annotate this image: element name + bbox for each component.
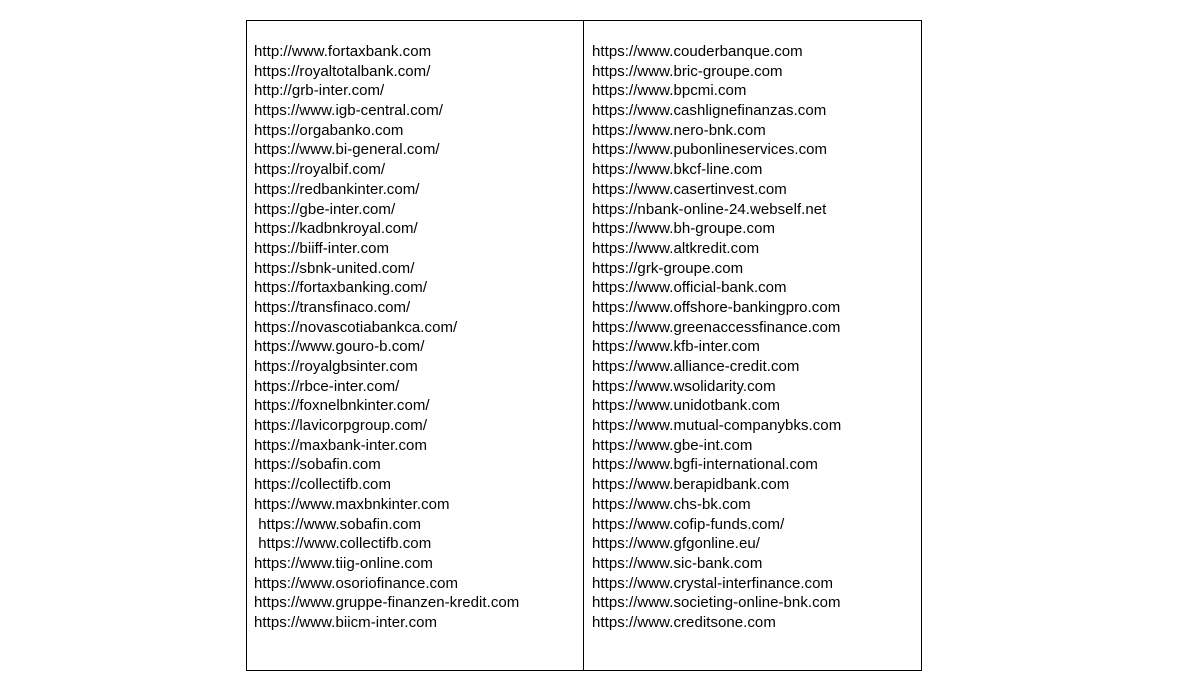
url-entry: https://transfinaco.com/ [254,298,411,316]
url-entry: https://www.sic-bank.com [592,554,763,572]
right-url-list [592,42,921,633]
left-column [247,21,584,670]
url-entry: https://www.tiig-online.com [254,554,433,572]
url-entry: https://foxnelbnkinter.com/ [254,397,430,415]
url-entry: https://www.unidotbank.com [592,397,781,415]
url-entry: https://www.official-bank.com [592,279,787,297]
url-entry: https://www.bpcmi.com [592,82,747,100]
url-entry: https://fortaxbanking.com/ [254,279,428,297]
url-entry: https://www.gfgonline.eu/ [592,535,761,553]
url-entry: https://www.berapidbank.com [592,476,790,494]
url-entry: https://www.gbe-int.com [592,436,753,454]
url-entry: https://www.bric-groupe.com [592,62,783,80]
url-entry: https://gbe-inter.com/ [254,200,396,218]
left-url-list [254,42,583,633]
url-entry: https://maxbank-inter.com [254,436,427,454]
url-entry: https://www.bkcf-line.com [592,161,763,179]
url-entry: https://www.bi-general.com/ [254,141,440,159]
url-entry: https://www.pubonlineservices.com [592,141,828,159]
url-entry: https://www.maxbnkinter.com [254,495,450,513]
url-entry: https://royalbif.com/ [254,161,386,179]
url-entry: https://lavicorpgroup.com/ [254,417,428,435]
url-entry: https://orgabanko.com [254,121,404,139]
url-entry: https://sbnk-united.com/ [254,259,415,277]
url-entry: https://www.greenaccessfinance.com [592,318,841,336]
url-entry: https://www.alliance-credit.com [592,358,800,375]
url-table [246,20,922,671]
url-entry: https://www.chs-bk.com [592,495,751,513]
url-entry: https://www.creditsone.com [592,613,776,631]
url-entry: https://www.altkredit.com [592,239,760,257]
url-entry: https://redbankinter.com/ [254,180,420,198]
url-entry: https://www.wsolidarity.com [592,377,776,395]
url-entry: https://www.nero-bnk.com [592,121,766,139]
url-entry: https://www.gruppe-finanzen-kredit.com [254,594,520,612]
url-entry: https://www.mutual-companybks.com [592,417,842,435]
url-entry: https://www.gouro-b.com/ [254,338,425,356]
url-entry: https://sobafin.com [254,456,381,474]
url-entry: https://rbce-inter.com/ [254,377,400,395]
url-entry: https://biiff-inter.com [254,239,390,257]
url-entry: https://nbank-online-24.webself.net [592,200,827,218]
url-entry: http://grb-inter.com/ [254,82,385,100]
url-entry: https://www.bh-groupe.com [592,220,776,238]
url-entry: https://royalgbsinter.com [254,358,418,375]
url-entry: https://www.kfb-inter.com [592,338,760,356]
url-entry: https://www.igb-central.com/ [254,102,443,120]
url-entry: https://www.collectifb.com [254,535,432,553]
url-entry: https://www.offshore-bankingpro.com [592,298,841,316]
url-entry: https://novascotiabankca.com/ [254,318,458,336]
url-entry: https://www.osoriofinance.com [254,574,459,592]
url-entry: https://www.sobafin.com [254,515,422,533]
right-column [584,21,921,670]
url-entry: https://www.cofip-funds.com/ [592,515,785,533]
url-entry: https://collectifb.com [254,476,391,494]
url-entry: https://www.bgfi-international.com [592,456,818,474]
url-entry: https://www.casertinvest.com [592,180,787,198]
url-entry: https://royaltotalbank.com/ [254,62,431,80]
url-entry: https://www.couderbanque.com [592,43,803,60]
url-entry: https://www.biicm-inter.com [254,613,438,631]
url-entry: https://www.crystal-interfinance.com [592,574,834,592]
url-entry: http://www.fortaxbank.com [254,43,432,60]
url-entry: https://grk-groupe.com [592,259,744,277]
url-entry: https://kadbnkroyal.com/ [254,220,418,238]
url-entry: https://www.cashlignefinanzas.com [592,102,827,120]
url-entry: https://www.societing-online-bnk.com [592,594,841,612]
